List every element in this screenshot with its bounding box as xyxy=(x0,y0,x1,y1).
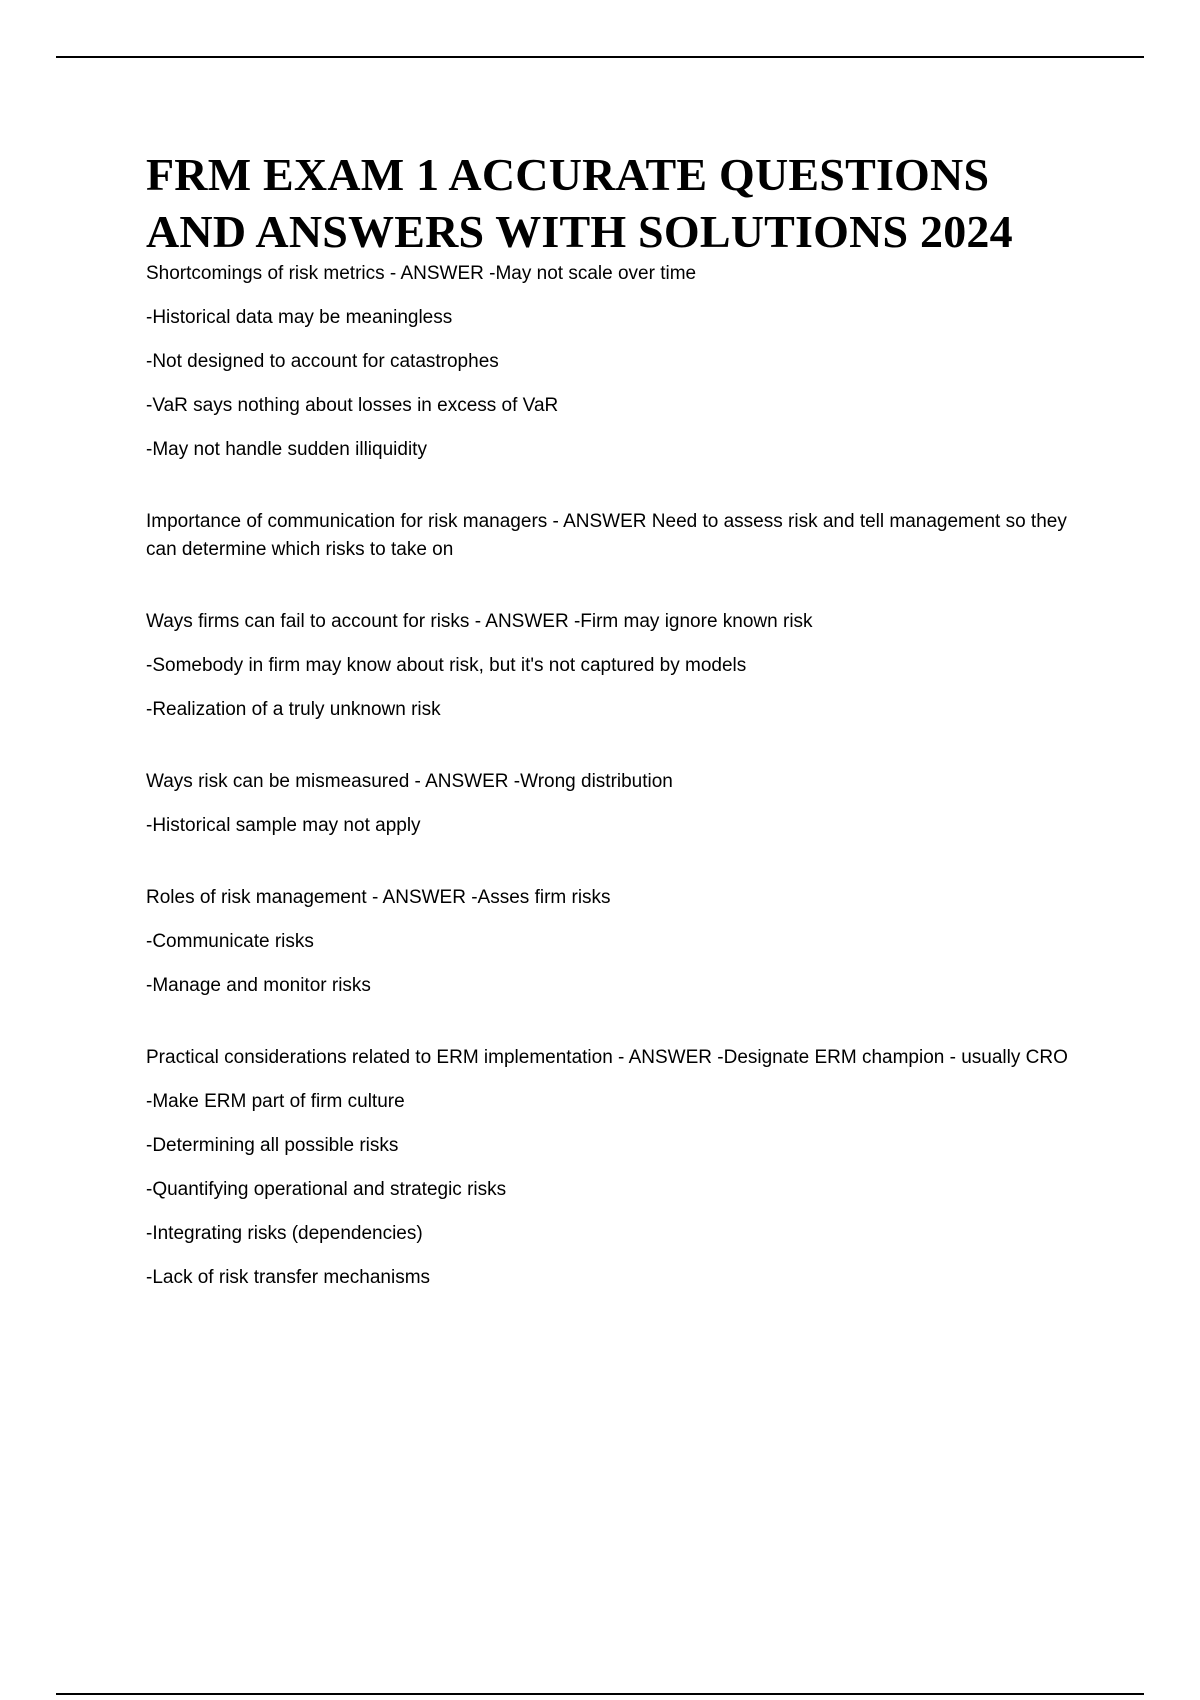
qa-line: Shortcomings of risk metrics - ANSWER -May not scale over time xyxy=(146,263,697,284)
qa-line: Roles of risk management - ANSWER -Asses firm risks xyxy=(146,887,611,908)
document-body xyxy=(146,146,1086,1292)
qa-line: -Manage and monitor risks xyxy=(146,975,371,996)
qa-line: -Make ERM part of firm culture xyxy=(146,1091,405,1112)
qa-block-3 xyxy=(146,608,1086,724)
qa-block-2 xyxy=(146,508,1086,564)
qa-line: -Not designed to account for catastrophes xyxy=(146,351,499,372)
qa-line: -Determining all possible risks xyxy=(146,1135,399,1156)
qa-line: -Historical sample may not apply xyxy=(146,815,421,836)
qa-line: -Communicate risks xyxy=(146,931,314,952)
qa-line: -Lack of risk transfer mechanisms xyxy=(146,1267,431,1288)
qa-line: -May not handle sudden illiquidity xyxy=(146,439,427,460)
qa-line: -VaR says nothing about losses in excess of VaR xyxy=(146,395,559,416)
qa-line: Ways risk can be mismeasured - ANSWER -Wrong distribution xyxy=(146,771,673,792)
qa-line: -Historical data may be meaningless xyxy=(146,307,453,328)
qa-line: Practical considerations related to ERM implementation - ANSWER -Designate ERM champion - usually CRO xyxy=(146,1047,1068,1068)
top-rule xyxy=(56,56,1144,58)
qa-line: Ways firms can fail to account for risks - ANSWER -Firm may ignore known risk xyxy=(146,611,813,632)
title-line-2: AND ANSWERS WITH SOLUTIONS 2024 xyxy=(146,206,1013,257)
qa-block-1 xyxy=(146,260,1086,464)
title-line-1: FRM EXAM 1 ACCURATE QUESTIONS xyxy=(146,149,990,200)
qa-block-4 xyxy=(146,768,1086,840)
bottom-rule xyxy=(56,1693,1144,1695)
qa-block-5 xyxy=(146,884,1086,1000)
document-title xyxy=(146,146,1086,260)
qa-line: Importance of communication for risk managers - ANSWER Need to assess risk and tell management so they can determine which risks to take on xyxy=(146,511,1067,560)
qa-line: -Somebody in firm may know about risk, but it's not captured by models xyxy=(146,655,747,676)
qa-line: -Integrating risks (dependencies) xyxy=(146,1223,423,1244)
qa-line: -Quantifying operational and strategic risks xyxy=(146,1179,507,1200)
qa-line: -Realization of a truly unknown risk xyxy=(146,699,441,720)
qa-block-6 xyxy=(146,1044,1086,1292)
